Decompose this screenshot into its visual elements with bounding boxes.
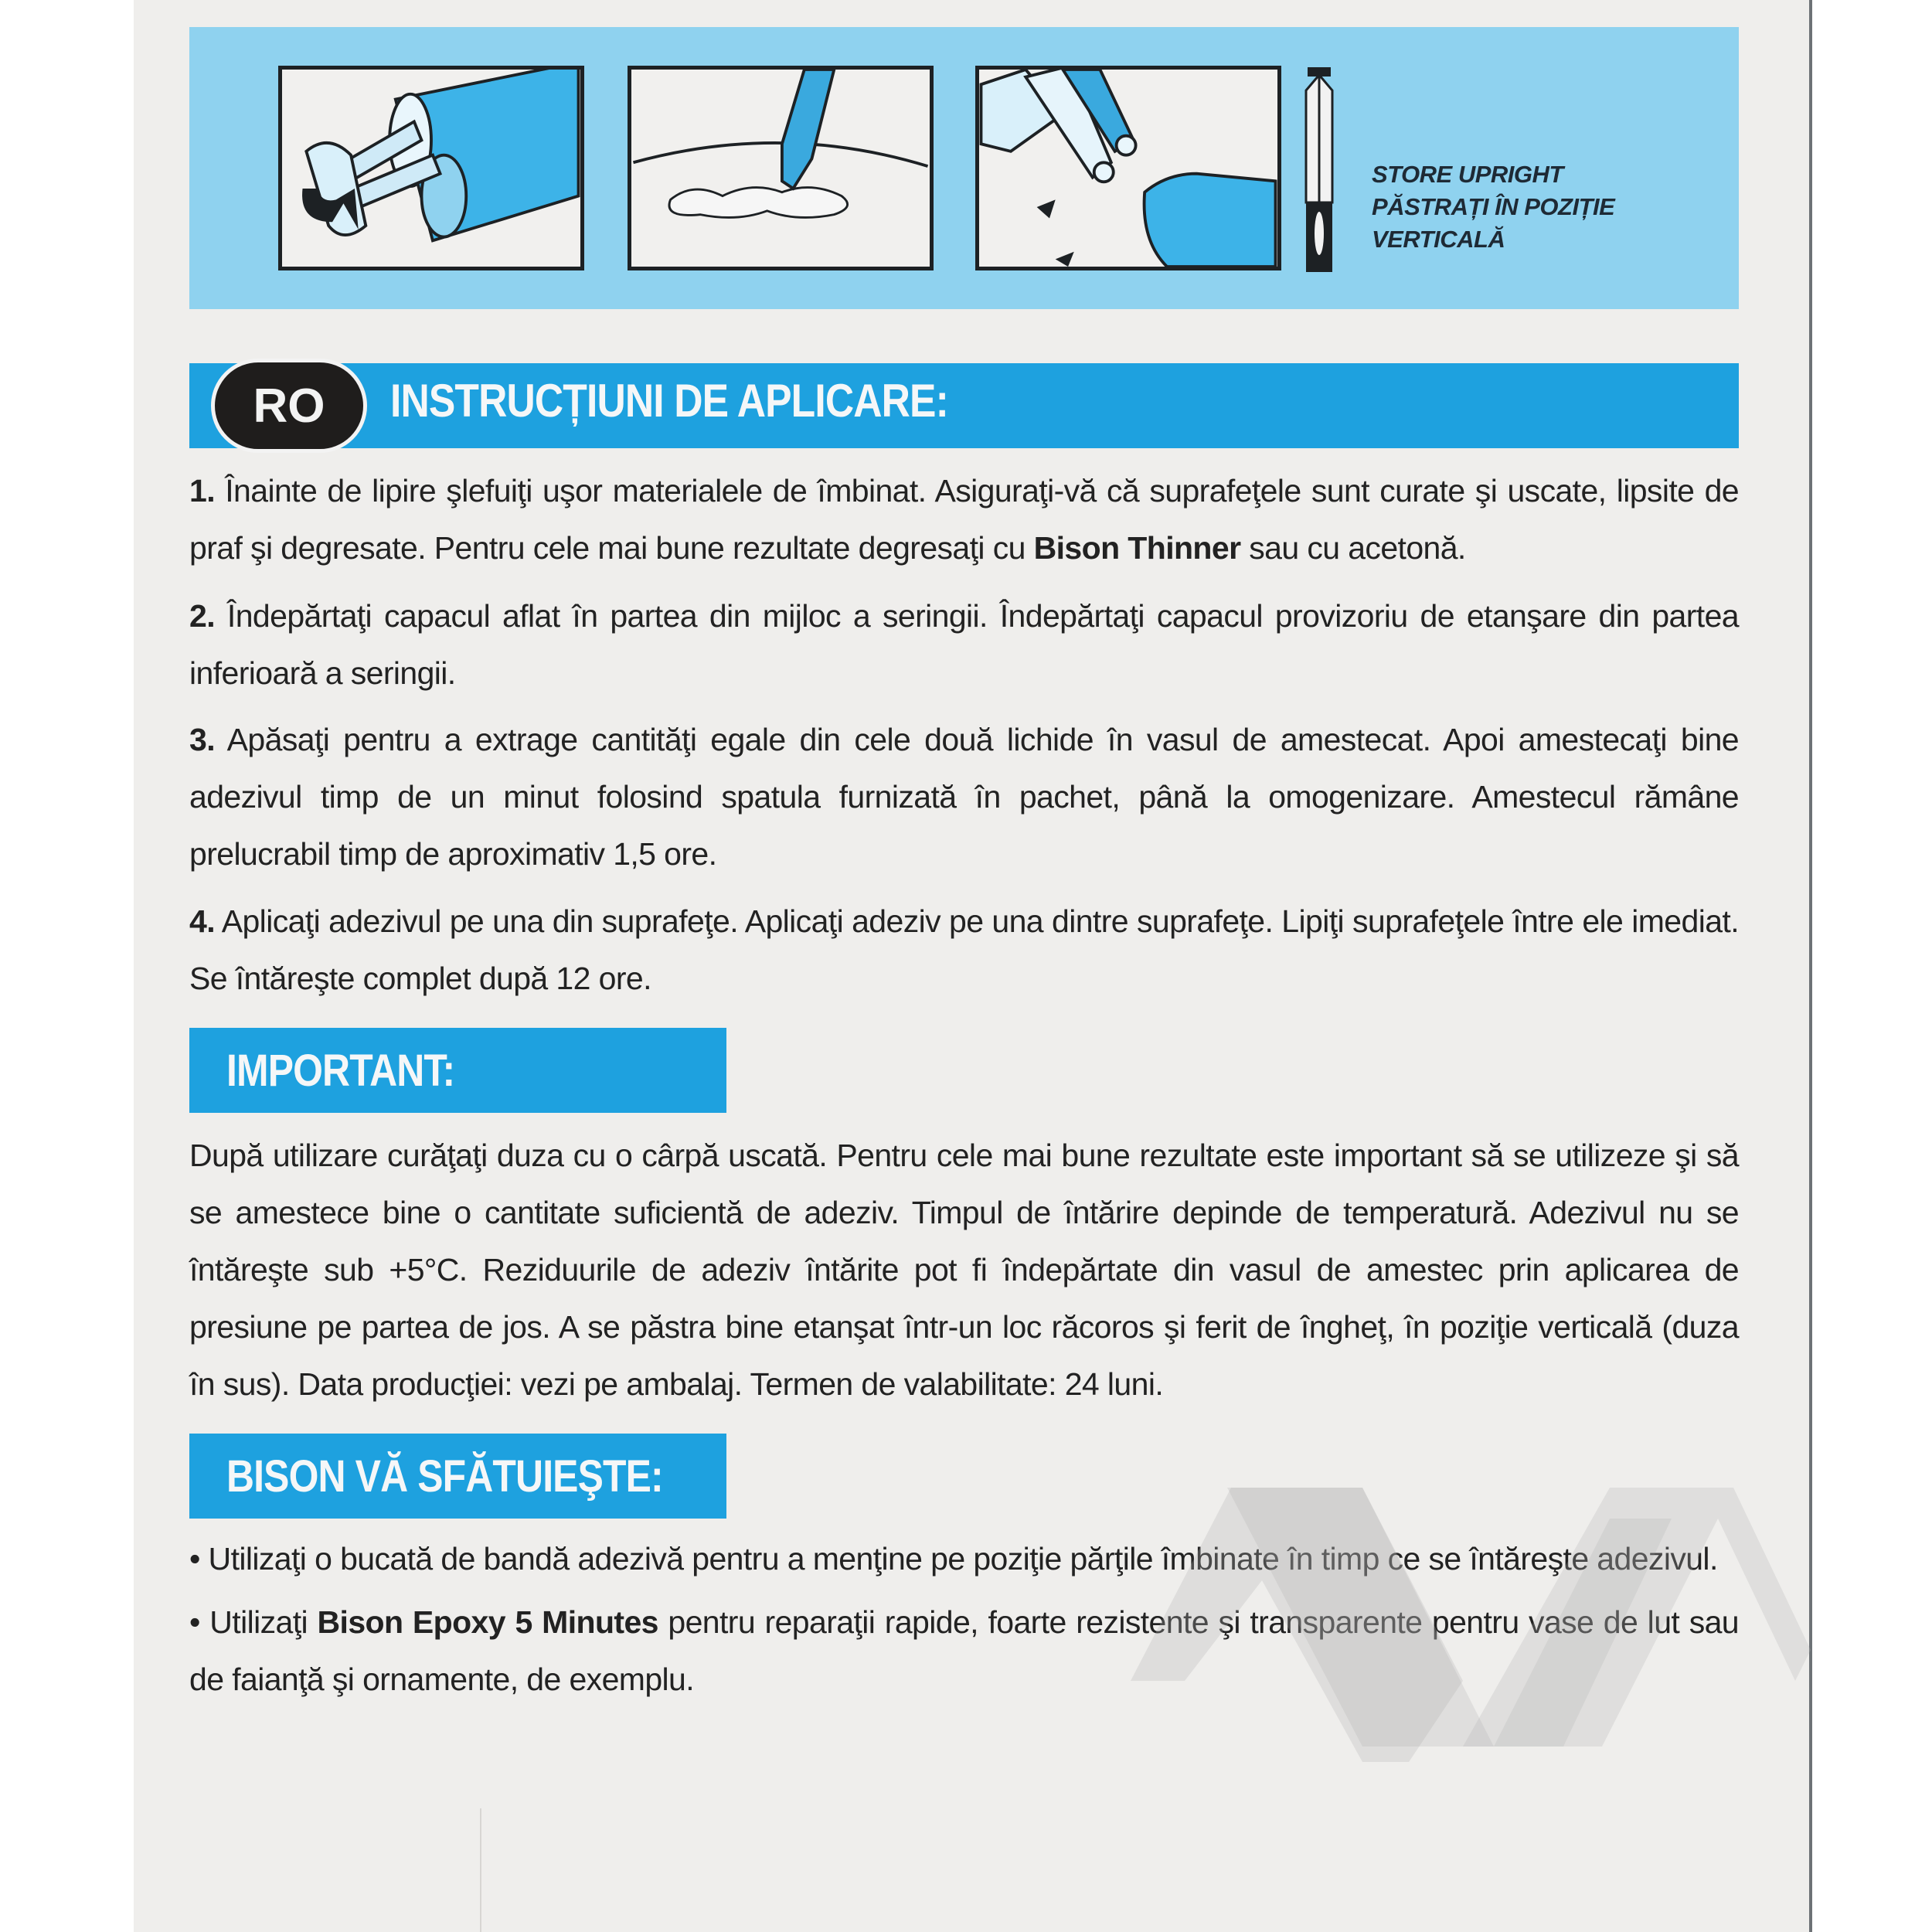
important-title: IMPORTANT: bbox=[226, 1046, 455, 1096]
spatula-mixing-icon bbox=[631, 70, 930, 267]
product-name-bison-epoxy: Bison Epoxy 5 Minutes bbox=[317, 1604, 658, 1640]
step-3: 3. Apăsaţi pentru a extrage cantităţi egale din cele două lichide în vasul de amestecat. Apoi amestecaţi bine adezivul timp de un minut folosind spatula furnizată în pachet, până la omogenizare. Amestecul rămâne prelucrabil timp de aproximativ 1,5 ore. bbox=[189, 722, 1739, 872]
twist-cap-icon bbox=[282, 70, 580, 267]
upright-syringe-icon bbox=[1300, 67, 1338, 272]
paper-tear-mark bbox=[480, 1808, 481, 1932]
page-title: INSTRUCȚIUNI DE APLICARE: bbox=[390, 375, 948, 427]
store-upright-ro: PĂSTRAȚI ÎN POZIȚIE bbox=[1372, 193, 1615, 220]
store-upright-en: STORE UPRIGHT bbox=[1372, 161, 1563, 188]
illustration-band bbox=[189, 27, 1739, 309]
remove-seal-illustration bbox=[975, 66, 1281, 270]
step-1: 1. Înainte de lipire şlefuiţi uşor materialele de îmbinat. Asiguraţi-vă că suprafeţele sunt curate şi uscate, lipsite de praf şi degresate. Pentru cele mai bune rezultate degresaţi cu Bison Thinner sau cu acetonă. bbox=[189, 473, 1739, 566]
advice-item-2: • Utilizaţi Bison Epoxy 5 Minutes pentru reparaţii rapide, foarte rezistente şi transparente pentru vase de lut sau de faianţă şi ornamente, de exemplu. bbox=[189, 1604, 1740, 1697]
store-upright-note bbox=[1372, 158, 1614, 256]
mix-spatula-illustration bbox=[628, 66, 934, 270]
step-number: 4. bbox=[189, 903, 215, 939]
bullet: • bbox=[189, 1541, 200, 1577]
important-header bbox=[189, 1028, 726, 1113]
step-number: 2. bbox=[189, 598, 215, 634]
instructions-header bbox=[189, 363, 1739, 448]
twist-cap-illustration bbox=[278, 66, 584, 270]
bullet: • bbox=[189, 1604, 200, 1640]
instruction-leaflet bbox=[134, 0, 1812, 1932]
step-number: 1. bbox=[189, 473, 215, 509]
advice-item-1: • Utilizaţi o bucată de bandă adezivă pentru a menţine pe poziţie părţile îmbinate în timp ce se întăreşte adezivul. bbox=[189, 1541, 1718, 1577]
remove-caps-icon bbox=[979, 70, 1277, 267]
advice-title: BISON VĂ SFĂTUIEŞTE: bbox=[226, 1451, 663, 1502]
product-name-bison-thinner: Bison Thinner bbox=[1033, 530, 1241, 566]
step-4: 4. Aplicaţi adezivul pe una din suprafeţe. Aplicaţi adeziv pe una dintre suprafeţe. Lipiţi suprafeţele între ele imediat. Se întăreşte complet după 12 ore. bbox=[189, 903, 1739, 996]
advice-header bbox=[189, 1434, 726, 1519]
step-number: 3. bbox=[189, 722, 215, 757]
step-2: 2. Îndepărtaţi capacul aflat în partea din mijloc a seringii. Îndepărtaţi capacul provizoriu de etanşare din partea inferioară a seringii. bbox=[189, 598, 1739, 691]
important-text: După utilizare curăţaţi duza cu o cârpă uscată. Pentru cele mai bune rezultate este important să se utilizeze şi să se amestece bine o cantitate suficientă de adeziv. Timpul de întărire depinde de temperatură. Adezivul nu se întăreşte sub +5°C. Reziduurile de adeziv întărite pot fi îndepărtate din vasul de amestec prin aplicarea de presiune pe partea de jos. A se păstra bine etanşat într-un loc răcoros şi ferit de îngheţ, în poziţie verticală (duza în sus). Data producţiei: vezi pe ambalaj. Termen de valabilitate: 24 luni. bbox=[189, 1138, 1739, 1402]
language-badge: RO bbox=[211, 359, 367, 453]
store-upright-ro-2: VERTICALĂ bbox=[1372, 226, 1505, 253]
